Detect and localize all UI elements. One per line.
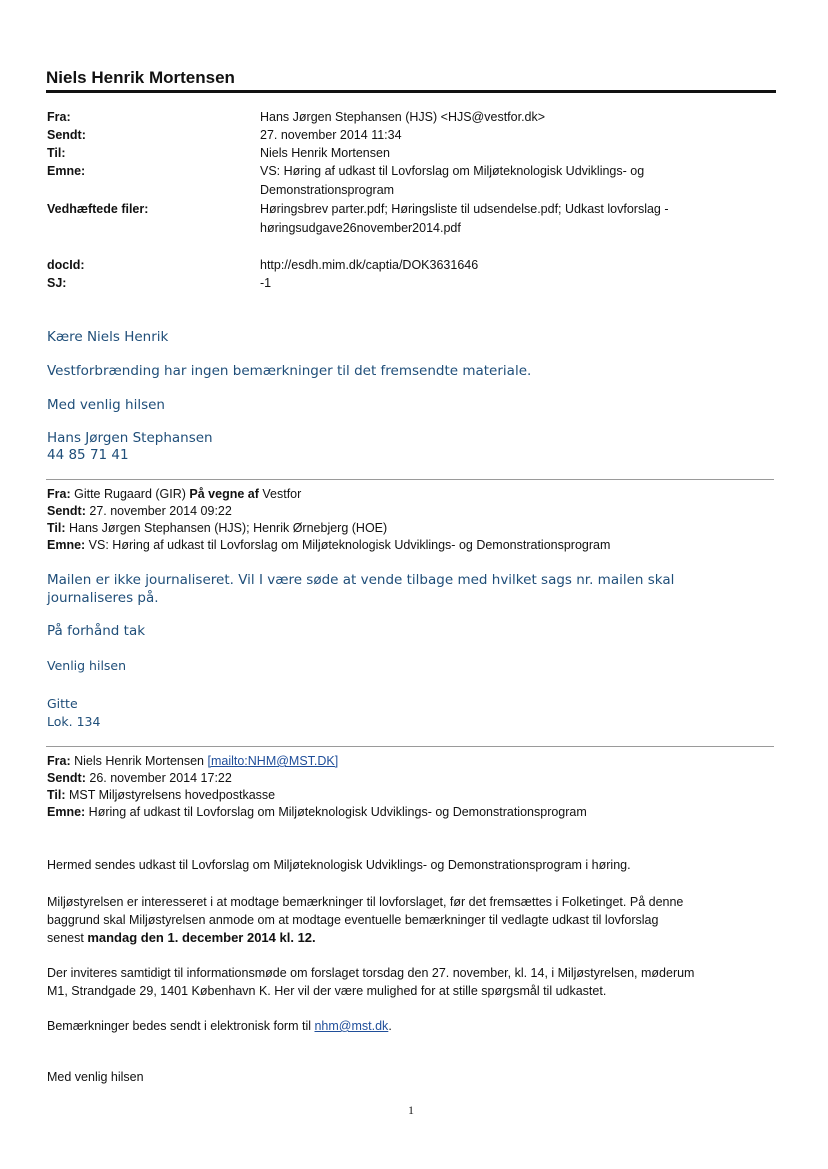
original-para3-line2: M1, Strandgade 29, 1401 København K. Her vil der være mulighed for at stille spørgsmål til udkastet. — [47, 984, 607, 998]
message-divider — [46, 479, 774, 480]
forward-thanks: På forhånd tak — [47, 623, 146, 639]
forward-emne-value: VS: Høring af udkast til Lovforslag om Miljøteknologisk Udviklings- og Demonstrationsprogram — [85, 538, 611, 552]
forward-body-line1: Mailen er ikke journaliseret. Vil I være søde at vende tilbage med hvilket sags nr. mailen skal — [47, 572, 675, 588]
original-emne-line — [47, 803, 587, 821]
meta-emne-value-line2: Demonstrationsprogram — [260, 183, 395, 197]
meta-docid-label: docId: — [47, 258, 85, 272]
original-closing: Med venlig hilsen — [47, 1070, 144, 1084]
original-fra-label: Fra: — [47, 754, 71, 768]
forward-sendt-line — [47, 502, 232, 520]
original-para4-prefix: Bemærkninger bedes sendt i elektronisk form til — [47, 1019, 315, 1033]
forward-emne-line — [47, 536, 610, 554]
original-sendt-line — [47, 769, 232, 787]
original-para1: Hermed sendes udkast til Lovforslag om Miljøteknologisk Udviklings- og Demonstrationsprogram i høring. — [47, 858, 631, 872]
original-para4 — [47, 1017, 392, 1035]
original-para2-line1: Miljøstyrelsen er interesseret i at modtage bemærkninger til lovforslaget, før det fremsættes i Folketinget. På denne — [47, 895, 684, 909]
reply-body: Vestforbrænding har ingen bemærkninger til det fremsendte materiale. — [47, 363, 532, 379]
meta-emne-value-line1: VS: Høring af udkast til Lovforslag om Miljøteknologisk Udviklings- og — [260, 164, 645, 178]
forward-closing: Venlig hilsen — [47, 658, 127, 673]
meta-attach-value-line2: høringsudgave26november2014.pdf — [260, 221, 461, 235]
forward-on-behalf-label: På vegne af — [189, 487, 259, 501]
reply-closing: Med venlig hilsen — [47, 397, 165, 413]
meta-sj-value: -1 — [260, 276, 272, 290]
original-sendt-value: 26. november 2014 17:22 — [85, 771, 232, 785]
original-para2-prefix: senest — [47, 931, 88, 945]
forward-fra-value: Gitte Rugaard (GIR) — [70, 487, 190, 501]
original-fra-value: Niels Henrik Mortensen — [70, 754, 208, 768]
forward-on-behalf-value: Vestfor — [258, 487, 302, 501]
original-emne-value: Høring af udkast til Lovforslag om Miljøteknologisk Udviklings- og Demonstrationsprogram — [85, 805, 587, 819]
original-til-value: MST Miljøstyrelsens hovedpostkasse — [65, 788, 276, 802]
meta-attach-label: Vedhæftede filer: — [47, 202, 149, 216]
message-divider — [46, 746, 774, 747]
forward-til-label: Til: — [47, 521, 66, 535]
original-para3-line1: Der inviteres samtidigt til informationsmøde om forslaget torsdag den 27. november, kl. 14, i Miljøstyrelsen, møderum — [47, 966, 695, 980]
title-divider — [46, 90, 776, 93]
reply-greeting: Kære Niels Henrik — [47, 329, 169, 345]
meta-sj-label: SJ: — [47, 276, 67, 290]
forward-signature-ext: Lok. 134 — [47, 714, 101, 729]
forward-emne-label: Emne: — [47, 538, 86, 552]
meta-sendt-label: Sendt: — [47, 128, 86, 142]
original-fra-line — [47, 752, 338, 770]
reply-signature-phone: 44 85 71 41 — [47, 447, 129, 463]
original-email-link[interactable]: nhm@mst.dk — [314, 1019, 389, 1033]
forward-fra-line — [47, 485, 301, 503]
meta-til-label: Til: — [47, 146, 66, 160]
original-til-line — [47, 786, 275, 804]
meta-docid-value: http://esdh.mim.dk/captia/DOK3631646 — [260, 258, 479, 272]
reply-signature-name: Hans Jørgen Stephansen — [47, 430, 213, 446]
meta-emne-label: Emne: — [47, 164, 86, 178]
meta-til-value: Niels Henrik Mortensen — [260, 146, 390, 160]
forward-signature-name: Gitte — [47, 696, 78, 711]
forward-fra-label: Fra: — [47, 487, 71, 501]
meta-sendt-value: 27. november 2014 11:34 — [260, 128, 402, 142]
forward-sendt-value: 27. november 2014 09:22 — [85, 504, 232, 518]
original-para2-line3 — [47, 929, 316, 947]
page-title: Niels Henrik Mortensen — [46, 68, 235, 87]
forward-til-value: Hans Jørgen Stephansen (HJS); Henrik Ørnebjerg (HOE) — [65, 521, 388, 535]
original-sendt-label: Sendt: — [47, 771, 86, 785]
forward-body-line2: journaliseres på. — [47, 590, 159, 606]
page-number: 1 — [408, 1103, 414, 1117]
meta-attach-value-line1: Høringsbrev parter.pdf; Høringsliste til udsendelse.pdf; Udkast lovforslag - — [260, 202, 669, 216]
original-para4-suffix: . — [388, 1019, 392, 1033]
original-mailto-link[interactable]: [mailto:NHM@MST.DK] — [207, 754, 339, 768]
original-emne-label: Emne: — [47, 805, 86, 819]
original-deadline: mandag den 1. december 2014 kl. 12. — [87, 930, 316, 945]
original-til-label: Til: — [47, 788, 66, 802]
forward-sendt-label: Sendt: — [47, 504, 86, 518]
original-para2-line2: baggrund skal Miljøstyrelsen anmode om at modtage eventuelle bemærkninger til vedlagte udkast til lovforslag — [47, 913, 659, 927]
meta-fra-label: Fra: — [47, 110, 71, 124]
forward-til-line — [47, 519, 387, 537]
meta-fra-value: Hans Jørgen Stephansen (HJS) <HJS@vestfor.dk> — [260, 110, 546, 124]
